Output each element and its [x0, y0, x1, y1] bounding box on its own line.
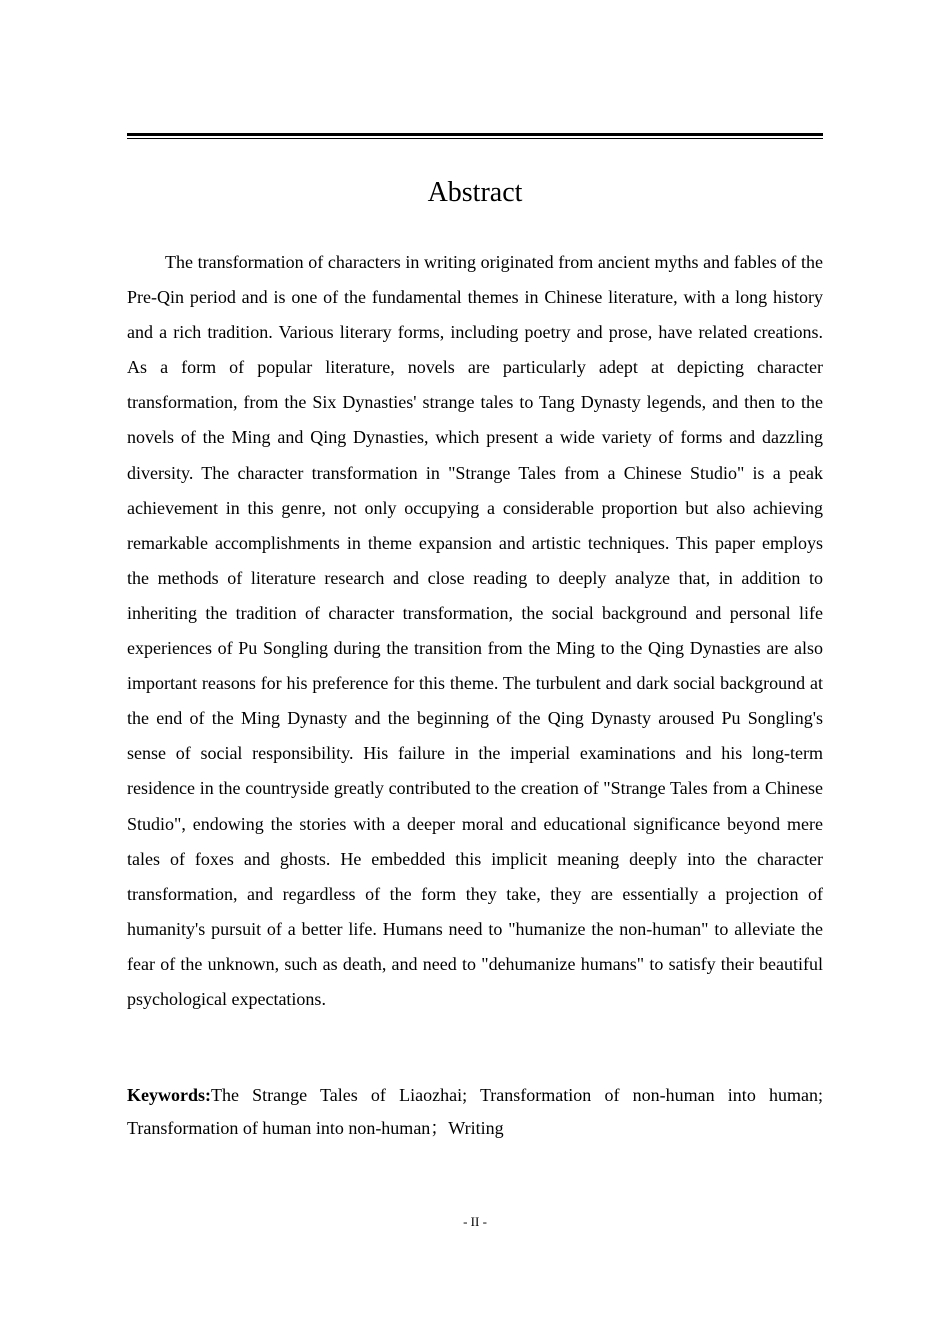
page-title: Abstract [427, 177, 523, 208]
keywords-label: Keywords: [127, 1085, 211, 1105]
abstract-paragraph: The transformation of characters in writing originated from ancient myths and fables of the Pre-Qin period and is one of the fundamental themes in Chinese literature, with a long history and a rich tradition. Various literary forms, including poetry and prose, have related creations. As a form of popular literature, novels are particularly adept at depicting character transformation, from the Six Dynasties' strange tales to Tang Dynasty legends, and then to the novels of the Ming and Qing Dynasties, which present a wide variety of forms and dazzling diversity. The character transformation in "Strange Tales from a Chinese Studio" is a peak achievement in this genre, not only occupying a considerable proportion but also achieving remarkable accomplishments in theme expansion and artistic techniques. This paper employs the methods of literature research and close reading to deeply analyze that, in addition to inheriting the tradition of character transformation, the social background and personal life experiences of Pu Songling during the transition from the Ming to the Qing Dynasties are also important reasons for his preference for this theme. The turbulent and dark social background at the end of the Ming Dynasty and the beginning of the Qing Dynasty aroused Pu Songling's sense of social responsibility. His failure in the imperial examinations and his long-term residence in the countryside greatly contributed to the creation of "Strange Tales from a Chinese Studio", endowing the stories with a deeper moral and educational significance beyond mere tales of foxes and ghosts. He embedded this implicit meaning deeply into the character transformation, and regardless of the form they take, they are essentially a projection of humanity's pursuit of a better life. Humans need to "humanize the non-human" to alleviate the fear of the unknown, such as death, and need to "dehumanize humans" to satisfy their beautiful psychological expectations. [127, 252, 823, 1009]
keywords-text: The Strange Tales of Liaozhai; Transformation of non-human into human; Transformation of human into non-human；Writing [127, 1085, 823, 1138]
keywords-line [127, 1079, 823, 1145]
header-rule [127, 133, 823, 139]
page-number: - II - [463, 1214, 487, 1229]
